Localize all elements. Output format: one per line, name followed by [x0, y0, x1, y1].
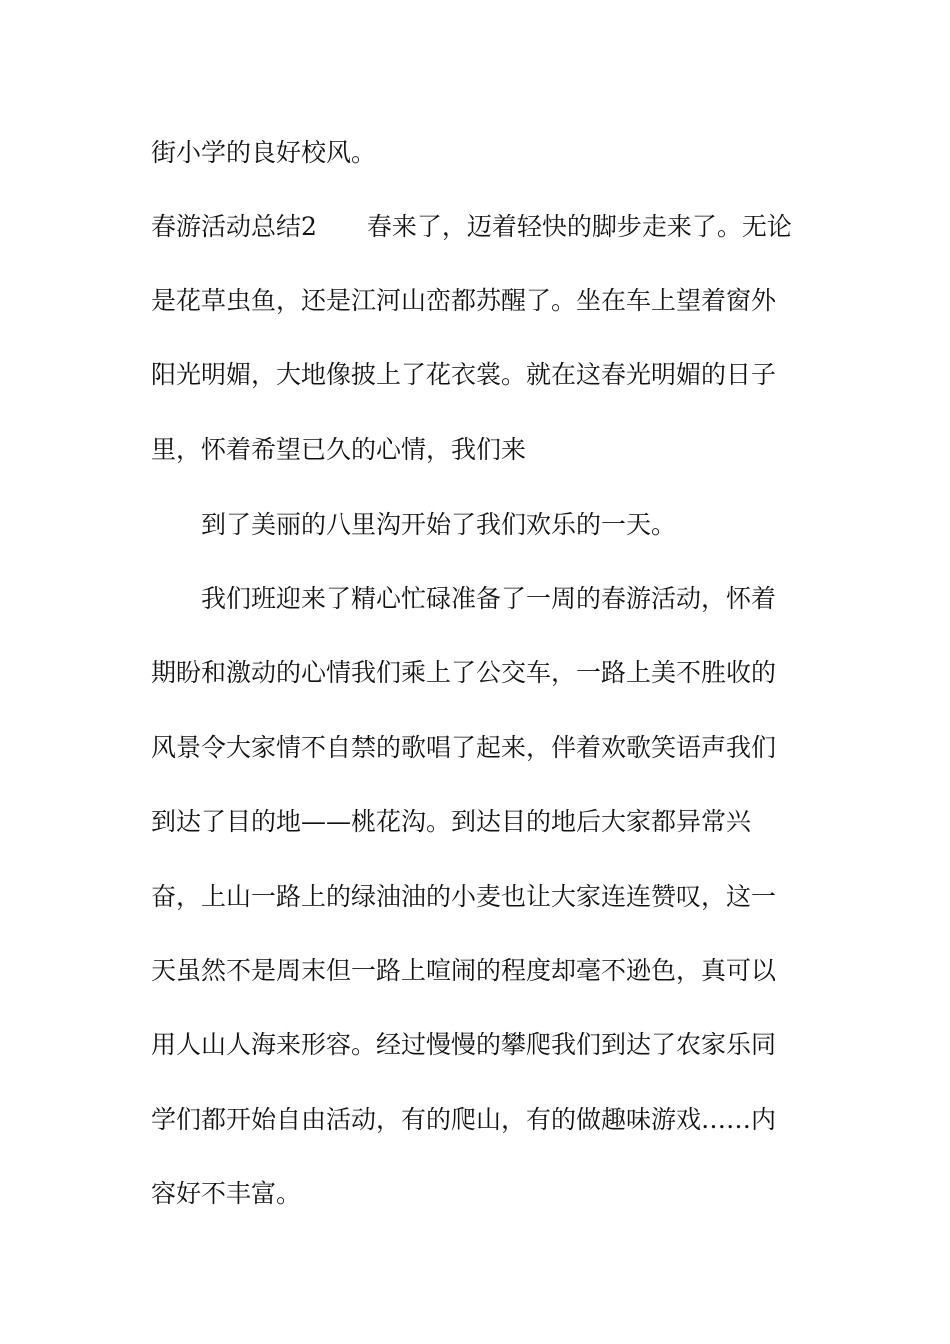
- text-line-10: 到达了目的地——桃花沟。到达目的地后大家都异常兴: [151, 807, 752, 836]
- text-line-3: 是花草虫鱼，还是江河山峦都苏醒了。坐在车上望着窗外: [151, 286, 777, 315]
- text-line-14: 学们都开始自由活动，有的爬山，有的做趣味游戏……内: [151, 1105, 777, 1134]
- text-line-5: 里，怀着希望已久的心情，我们来: [151, 435, 527, 464]
- text-line-13: 用人山人海来形容。经过慢慢的攀爬我们到达了农家乐同: [151, 1030, 777, 1059]
- text-line-4: 阳光明媚，大地像披上了花衣裳。就在这春光明媚的日子: [151, 360, 777, 389]
- text-line-2: 春游活动总结2 春来了，迈着轻快的脚步走来了。无论: [151, 212, 792, 241]
- text-line-12: 天虽然不是周末但一路上喧闹的程度却毫不逊色，真可以: [151, 956, 777, 985]
- text-line-11: 奋，上山一路上的绿油油的小麦也让大家连连赞叹，这一: [151, 882, 777, 911]
- text-line-6: 到了美丽的八里沟开始了我们欢乐的一天。: [201, 510, 677, 539]
- text-line-1: 街小学的良好校风。: [151, 138, 377, 167]
- text-line-8: 期盼和激动的心情我们乘上了公交车，一路上美不胜收的: [151, 658, 777, 687]
- text-line-9: 风景令大家情不自禁的歌唱了起来，伴着欢歌笑语声我们: [151, 733, 777, 762]
- text-line-7: 我们班迎来了精心忙碌准备了一周的春游活动，怀着: [201, 584, 777, 613]
- text-line-15: 容好不丰富。: [151, 1179, 302, 1208]
